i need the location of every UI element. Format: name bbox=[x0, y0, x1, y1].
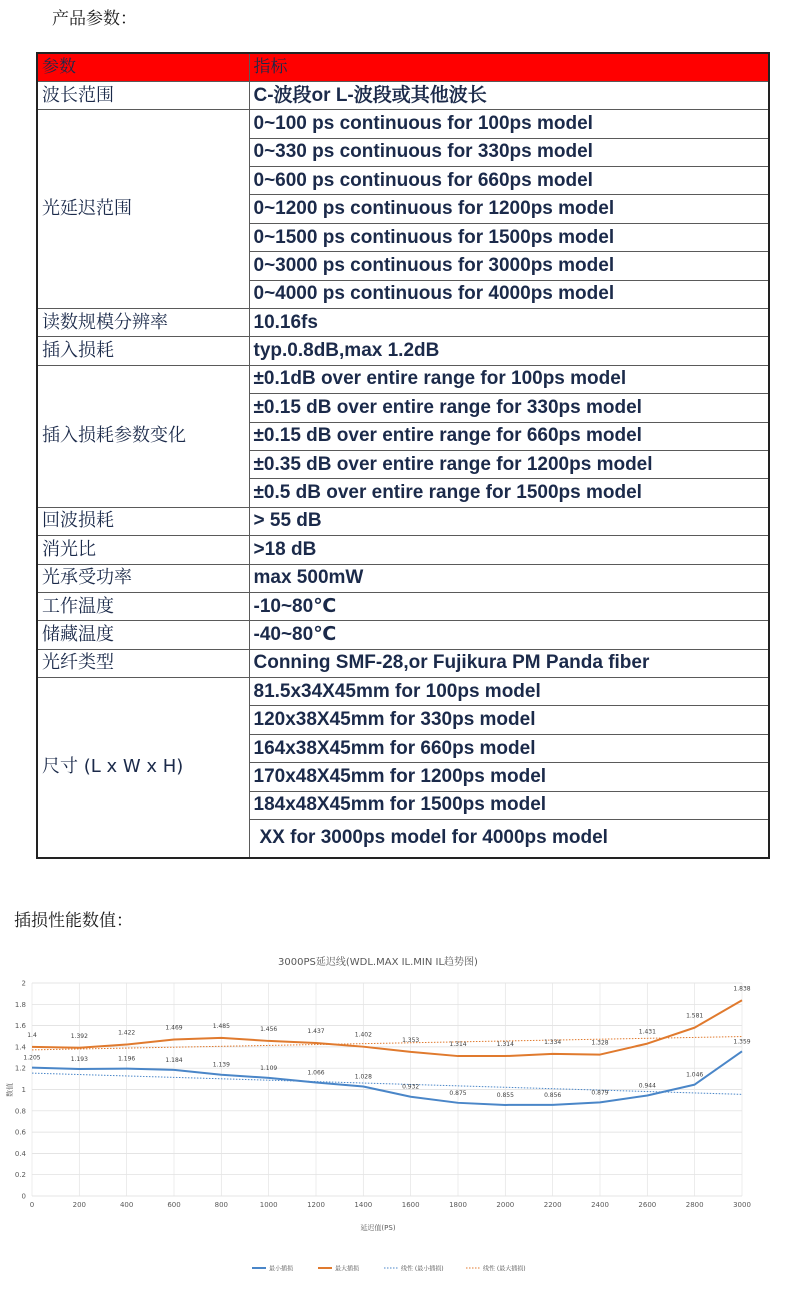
value-cell: C-波段or L-波段或其他波长 bbox=[249, 81, 769, 109]
value-cell: XX for 3000ps model for 4000ps model bbox=[249, 820, 769, 858]
param-cell: 插入损耗 bbox=[37, 337, 249, 365]
data-label: 0.855 bbox=[496, 1091, 514, 1099]
value-cell: -10~80℃ bbox=[249, 592, 769, 620]
data-label: 1.402 bbox=[354, 1031, 372, 1039]
data-label: 1.431 bbox=[638, 1028, 656, 1036]
value-cell: 120x38X45mm for 330ps model bbox=[249, 706, 769, 734]
x-tick-label: 600 bbox=[167, 1201, 181, 1209]
value-cell: ±0.1dB over entire range for 100ps model bbox=[249, 365, 769, 393]
chart-legend bbox=[252, 1265, 526, 1273]
header-spec: 指标 bbox=[249, 53, 769, 81]
table-header-row bbox=[37, 53, 769, 81]
data-label: 0.879 bbox=[591, 1089, 609, 1097]
x-tick-label: 200 bbox=[72, 1201, 87, 1209]
param-cell: 光纤类型 bbox=[37, 649, 249, 677]
y-tick-label: 1 bbox=[21, 1086, 26, 1094]
y-tick-label: 1.8 bbox=[14, 1000, 26, 1009]
y-tick-label: 2 bbox=[21, 979, 26, 988]
y-tick-label: 0.2 bbox=[14, 1171, 26, 1180]
x-tick-label: 1400 bbox=[354, 1201, 373, 1209]
value-cell: ±0.15 dB over entire range for 660ps model bbox=[249, 422, 769, 450]
value-cell: ±0.5 dB over entire range for 1500ps model bbox=[249, 479, 769, 507]
value-cell: >18 dB bbox=[249, 536, 769, 564]
data-label: 1.437 bbox=[307, 1027, 325, 1035]
table-row bbox=[37, 365, 769, 393]
x-tick-label: 800 bbox=[214, 1201, 229, 1209]
param-cell: 尺寸 (L x W x H) bbox=[37, 678, 249, 858]
table-row bbox=[37, 678, 769, 706]
value-cell: Conning SMF-28,or Fujikura PM Panda fiber bbox=[249, 649, 769, 677]
value-cell: typ.0.8dB,max 1.2dB bbox=[249, 337, 769, 365]
value-cell: max 500mW bbox=[249, 564, 769, 592]
value-cell: 164x38X45mm for 660ps model bbox=[249, 734, 769, 762]
value-cell: 10.16fs bbox=[249, 309, 769, 337]
x-tick-label: 2200 bbox=[543, 1201, 562, 1209]
y-tick-label: 0 bbox=[21, 1192, 26, 1201]
table-row bbox=[37, 649, 769, 677]
table-row bbox=[37, 536, 769, 564]
param-cell: 读数规模分辨率 bbox=[37, 309, 249, 337]
data-label: 1.328 bbox=[591, 1039, 609, 1047]
insertion-loss-heading: 插损性能数值： bbox=[14, 911, 133, 931]
data-label: 1.205 bbox=[23, 1054, 41, 1062]
data-label: 1.196 bbox=[118, 1055, 136, 1063]
legend-label: 最小插损 bbox=[269, 1265, 294, 1273]
value-cell: -40~80℃ bbox=[249, 621, 769, 649]
param-cell: 回波损耗 bbox=[37, 507, 249, 535]
value-cell: 0~600 ps continuous for 660ps model bbox=[249, 167, 769, 195]
value-cell: 0~100 ps continuous for 100ps model bbox=[249, 110, 769, 138]
table-row bbox=[37, 110, 769, 138]
data-label: 1.334 bbox=[544, 1038, 562, 1046]
param-cell: 波长范围 bbox=[37, 81, 249, 109]
value-cell: 0~3000 ps continuous for 3000ps model bbox=[249, 252, 769, 280]
x-tick-label: 1600 bbox=[401, 1201, 420, 1209]
data-label: 1.392 bbox=[70, 1032, 88, 1040]
x-tick-label: 1800 bbox=[449, 1201, 467, 1209]
x-tick-label: 1000 bbox=[259, 1201, 278, 1209]
value-cell: 170x48X45mm for 1200ps model bbox=[249, 763, 769, 791]
data-label: 1.359 bbox=[733, 1038, 751, 1046]
data-label: 0.932 bbox=[402, 1083, 420, 1091]
value-cell: 0~4000 ps continuous for 4000ps model bbox=[249, 280, 769, 308]
data-label: 1.193 bbox=[70, 1055, 88, 1063]
table-row bbox=[37, 309, 769, 337]
data-label: 1.314 bbox=[496, 1041, 514, 1049]
data-label: 1.4 bbox=[27, 1031, 37, 1039]
value-cell: 0~1200 ps continuous for 1200ps model bbox=[249, 195, 769, 223]
value-cell: 0~330 ps continuous for 330ps model bbox=[249, 138, 769, 166]
data-label: 1.184 bbox=[165, 1056, 183, 1064]
y-tick-label: 1.2 bbox=[14, 1064, 26, 1073]
data-label: 1.028 bbox=[354, 1073, 372, 1081]
x-tick-label: 1200 bbox=[307, 1201, 325, 1209]
value-cell: 184x48X45mm for 1500ps model bbox=[249, 791, 769, 819]
x-tick-label: 3000 bbox=[733, 1201, 751, 1209]
y-tick-label: 0.4 bbox=[14, 1149, 26, 1158]
x-tick-label: 2600 bbox=[638, 1201, 657, 1209]
data-label: 1.838 bbox=[733, 985, 751, 993]
table-row bbox=[37, 81, 769, 109]
value-cell: 81.5x34X45mm for 100ps model bbox=[249, 678, 769, 706]
param-cell: 储藏温度 bbox=[37, 621, 249, 649]
param-cell: 光延迟范围 bbox=[37, 110, 249, 309]
insertion-loss-chart bbox=[0, 940, 800, 1290]
legend-label: 线性 (最小插损) bbox=[401, 1265, 444, 1273]
y-tick-label: 0.8 bbox=[14, 1107, 26, 1116]
x-axis-label: 延迟值(PS) bbox=[360, 1224, 396, 1232]
header-param: 参数 bbox=[37, 53, 249, 81]
x-tick-label: 400 bbox=[119, 1201, 134, 1209]
value-cell: ±0.35 dB over entire range for 1200ps model bbox=[249, 450, 769, 478]
value-cell: 0~1500 ps continuous for 1500ps model bbox=[249, 223, 769, 251]
data-label: 0.875 bbox=[449, 1089, 467, 1097]
y-tick-label: 1.4 bbox=[14, 1043, 26, 1052]
data-label: 1.581 bbox=[686, 1012, 704, 1020]
data-label: 1.422 bbox=[118, 1029, 136, 1037]
value-cell: > 55 dB bbox=[249, 507, 769, 535]
data-label: 1.046 bbox=[686, 1071, 704, 1079]
specs-heading: 产品参数： bbox=[52, 9, 137, 29]
table-row bbox=[37, 564, 769, 592]
table-row bbox=[37, 621, 769, 649]
table-row bbox=[37, 507, 769, 535]
data-label: 1.066 bbox=[307, 1069, 325, 1077]
data-label: 1.353 bbox=[402, 1036, 420, 1044]
x-tick-label: 2400 bbox=[591, 1201, 609, 1209]
legend-label: 线性 (最大插损) bbox=[483, 1265, 526, 1273]
y-tick-label: 1.6 bbox=[14, 1022, 26, 1031]
legend-label: 最大插损 bbox=[335, 1265, 360, 1273]
data-label: 0.856 bbox=[544, 1091, 562, 1099]
param-cell: 消光比 bbox=[37, 536, 249, 564]
y-tick-label: 0.6 bbox=[14, 1128, 26, 1137]
x-tick-label: 2000 bbox=[496, 1201, 515, 1209]
x-tick-label: 0 bbox=[29, 1201, 35, 1209]
table-row bbox=[37, 337, 769, 365]
x-tick-label: 2800 bbox=[685, 1201, 704, 1209]
value-cell: ±0.15 dB over entire range for 330ps model bbox=[249, 394, 769, 422]
data-label: 1.485 bbox=[212, 1022, 230, 1030]
data-label: 1.109 bbox=[260, 1064, 278, 1072]
data-label: 1.314 bbox=[449, 1041, 467, 1049]
param-cell: 光承受功率 bbox=[37, 564, 249, 592]
y-axis-label: 数值 bbox=[6, 1083, 14, 1097]
data-label: 1.139 bbox=[212, 1061, 230, 1069]
series-line-max bbox=[32, 1000, 742, 1056]
chart-title: 3000PS延迟线(WDL.MAX IL.MIN IL趋势图) bbox=[278, 957, 478, 968]
series-line-min bbox=[32, 1051, 742, 1105]
table-row bbox=[37, 592, 769, 620]
spec-table bbox=[36, 52, 770, 859]
data-label: 0.944 bbox=[638, 1082, 656, 1090]
param-cell: 插入损耗参数变化 bbox=[37, 365, 249, 507]
data-label: 1.469 bbox=[165, 1024, 183, 1032]
data-label: 1.456 bbox=[260, 1025, 278, 1033]
param-cell: 工作温度 bbox=[37, 592, 249, 620]
